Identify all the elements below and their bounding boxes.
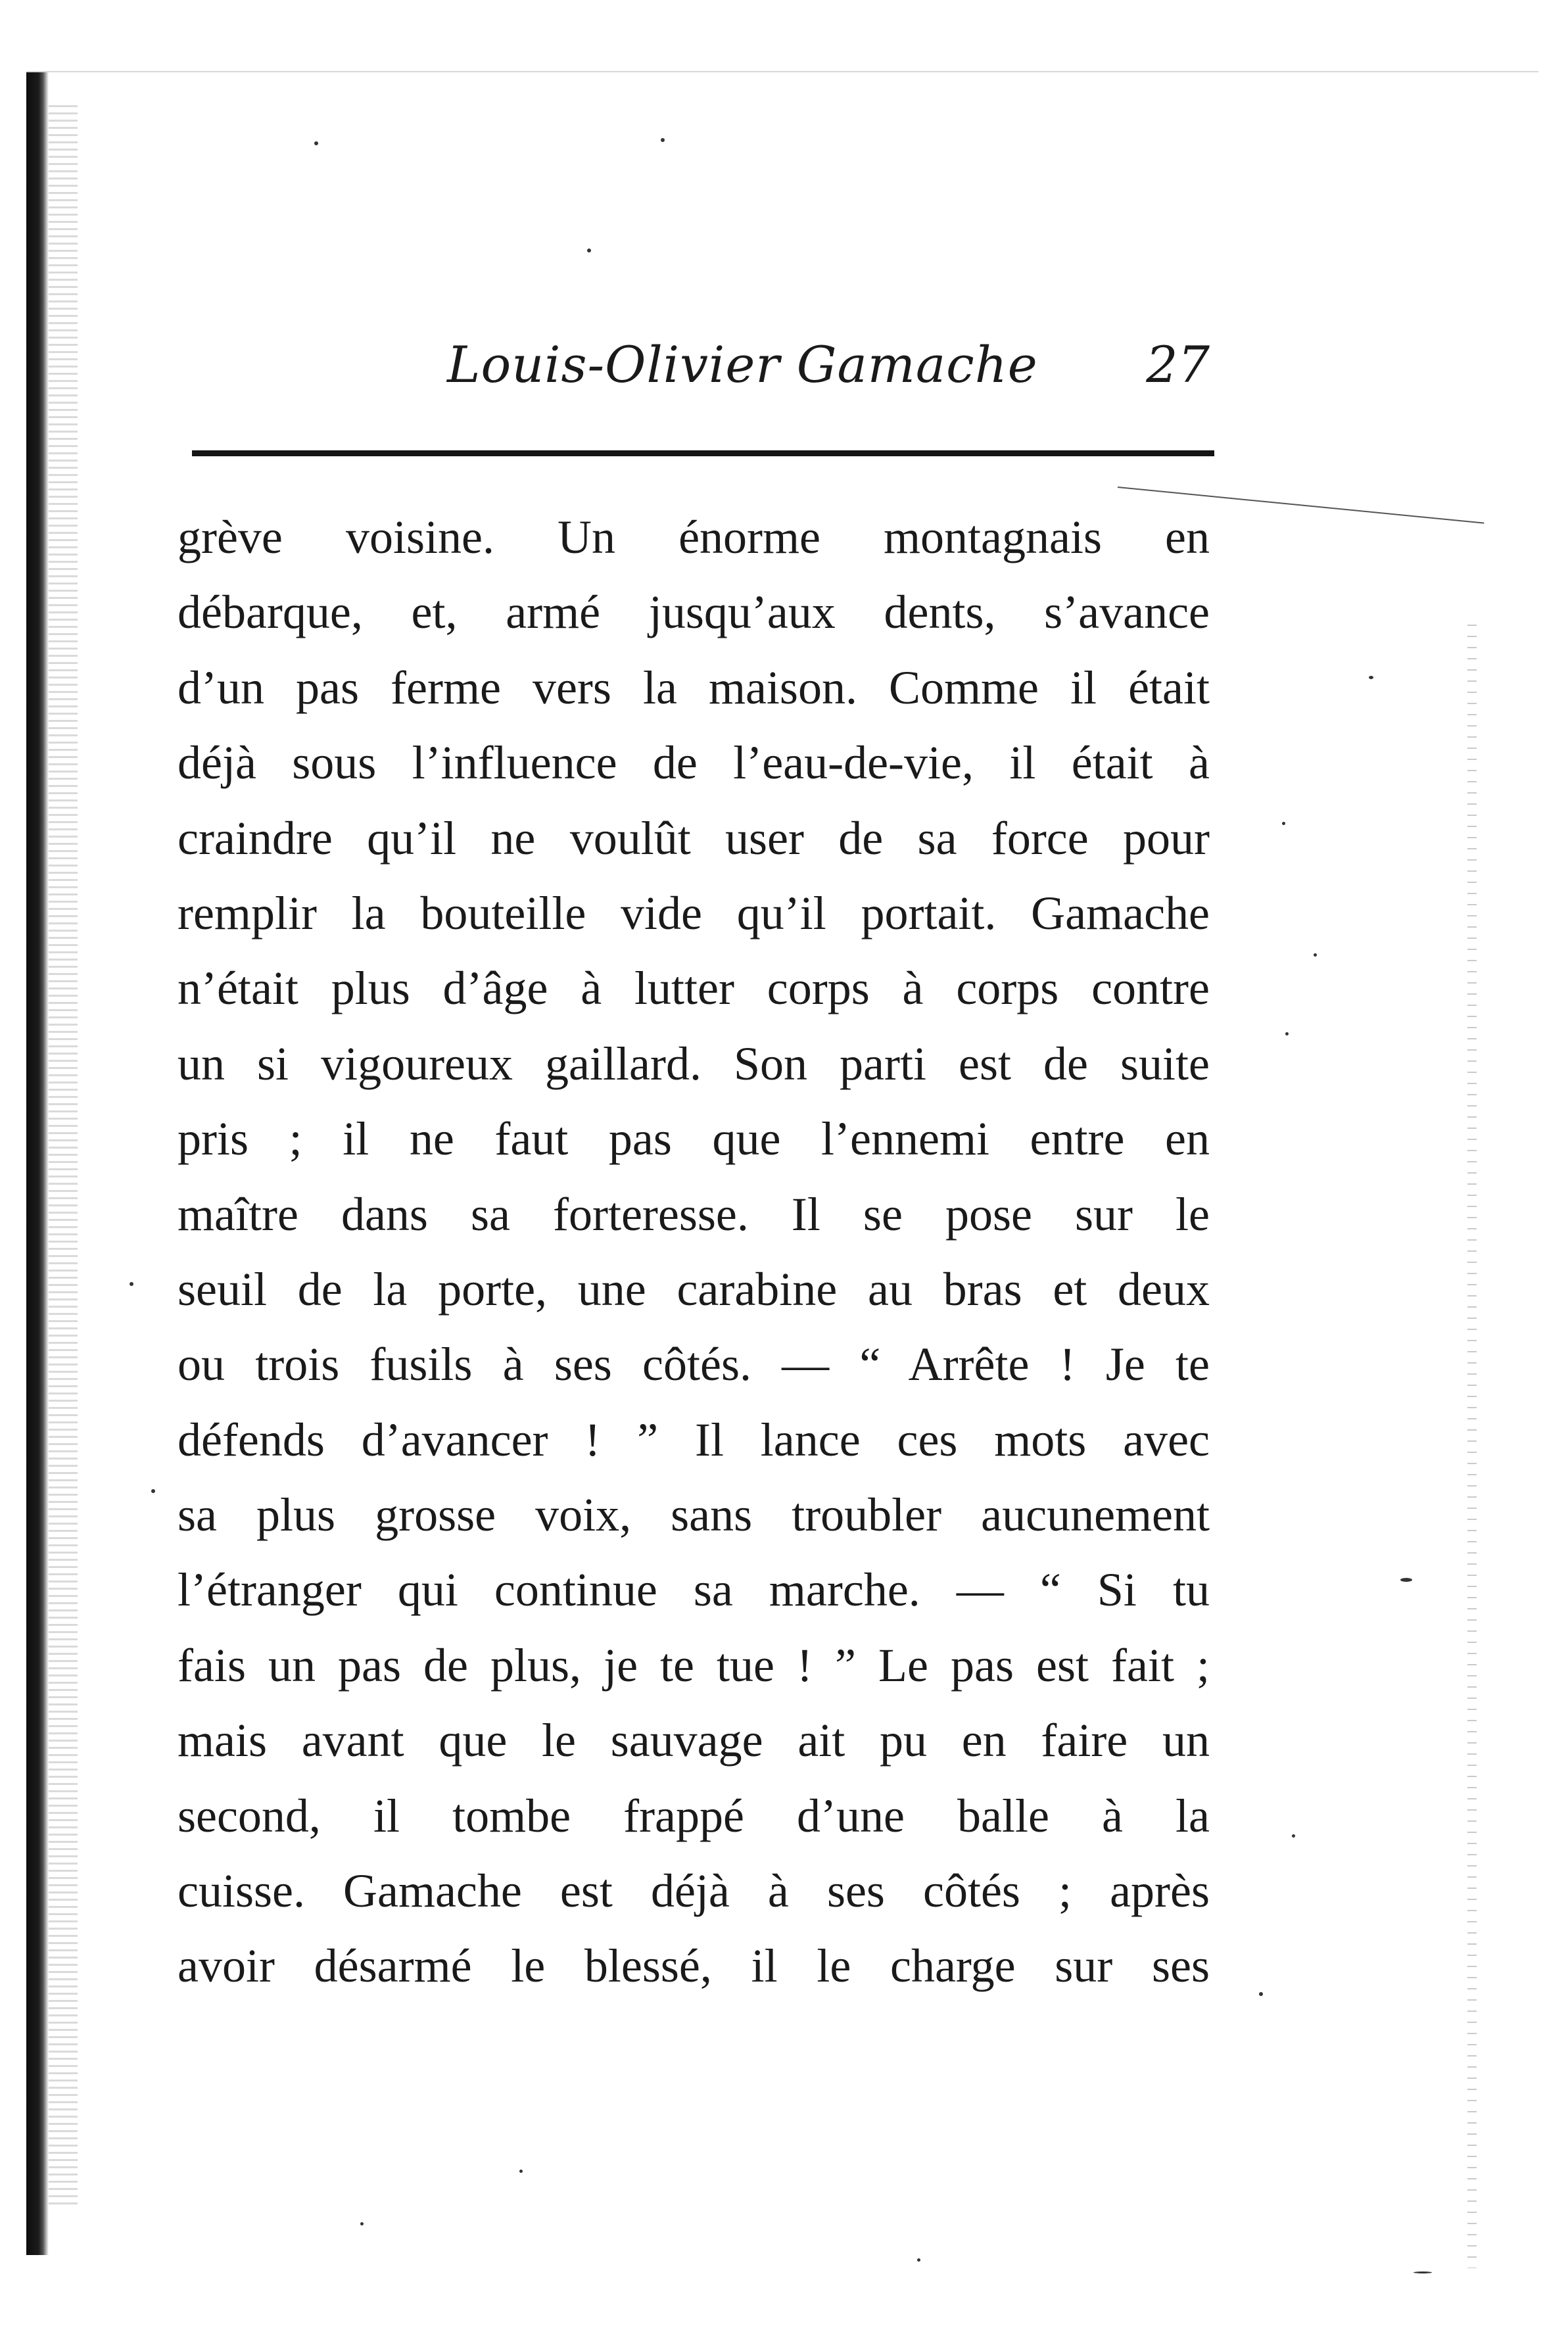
scan-speck — [1259, 1992, 1263, 1996]
text-line: second, il tombe frappé d’une balle à la — [178, 1789, 1210, 1842]
scan-speck — [314, 141, 318, 145]
scan-speck — [151, 1489, 155, 1493]
header-rule — [192, 450, 1214, 456]
body-text — [178, 500, 1210, 2004]
text-line: grève voisine. Un énorme montagnais en — [178, 511, 1210, 563]
text-line: cuisse. Gamache est déjà à ses côtés ; après — [178, 1865, 1210, 1918]
binding-shadow — [26, 72, 49, 2255]
text-line: ou trois fusils à ses côtés. — “ Arrête ! Je te — [178, 1338, 1210, 1391]
scan-speck — [1314, 953, 1317, 957]
scan-speck — [1282, 822, 1285, 825]
text-line: débarque, et, armé jusqu’aux dents, s’avance — [178, 586, 1210, 639]
text-line: mais avant que le sauvage ait pu en faire un — [178, 1714, 1210, 1767]
scan-speck — [1292, 1834, 1295, 1838]
page-top-edge — [26, 71, 1538, 72]
text-line: déjà sous l’influence de l’eau-de-vie, il était à — [178, 736, 1210, 790]
text-line: avoir désarmé le blessé, il le charge sur ses — [178, 1939, 1210, 1993]
text-line: un si vigoureux gaillard. Son parti est de suite — [178, 1037, 1210, 1090]
scan-speck — [1414, 2271, 1432, 2273]
text-line: maître dans sa forteresse. Il se pose sur le — [178, 1187, 1210, 1241]
scan-speck — [587, 249, 591, 252]
scan-speck — [130, 1282, 133, 1286]
binding-speckle — [49, 105, 78, 2209]
scan-speck — [1400, 1578, 1412, 1582]
text-line: n’était plus d’âge à lutter corps à corps contre — [178, 962, 1210, 1015]
scan-speck — [1369, 676, 1373, 679]
text-line: sa plus grosse voix, sans troubler aucunement — [178, 1488, 1210, 1542]
scan-speck — [661, 138, 665, 142]
scan-speck — [917, 2258, 920, 2262]
scan-speck — [519, 2170, 523, 2173]
page-number: 27 — [1146, 335, 1210, 394]
text-line: seuil de la porte, une carabine au bras et deux — [178, 1262, 1210, 1316]
right-edge-speckle — [1467, 625, 1477, 2268]
text-line: l’étranger qui continue sa marche. — “ Si tu — [178, 1563, 1210, 1617]
running-title: Louis-Olivier Gamache — [447, 335, 1038, 394]
text-line: remplir la bouteille vide qu’il portait. Gamache — [178, 886, 1210, 939]
text-line: fais un pas de plus, je te tue ! ” Le pas est fait ; — [178, 1638, 1210, 1692]
scan-speck — [360, 2222, 364, 2225]
text-line: pris ; il ne faut pas que l’ennemi entre en — [178, 1112, 1210, 1166]
text-line: défends d’avancer ! ” Il lance ces mots avec — [178, 1413, 1210, 1466]
text-line: d’un pas ferme vers la maison. Comme il était — [178, 661, 1210, 714]
scan-speck — [1285, 1032, 1289, 1035]
running-header — [184, 335, 1210, 408]
text-line: craindre qu’il ne voulût user de sa force pour — [178, 811, 1210, 865]
